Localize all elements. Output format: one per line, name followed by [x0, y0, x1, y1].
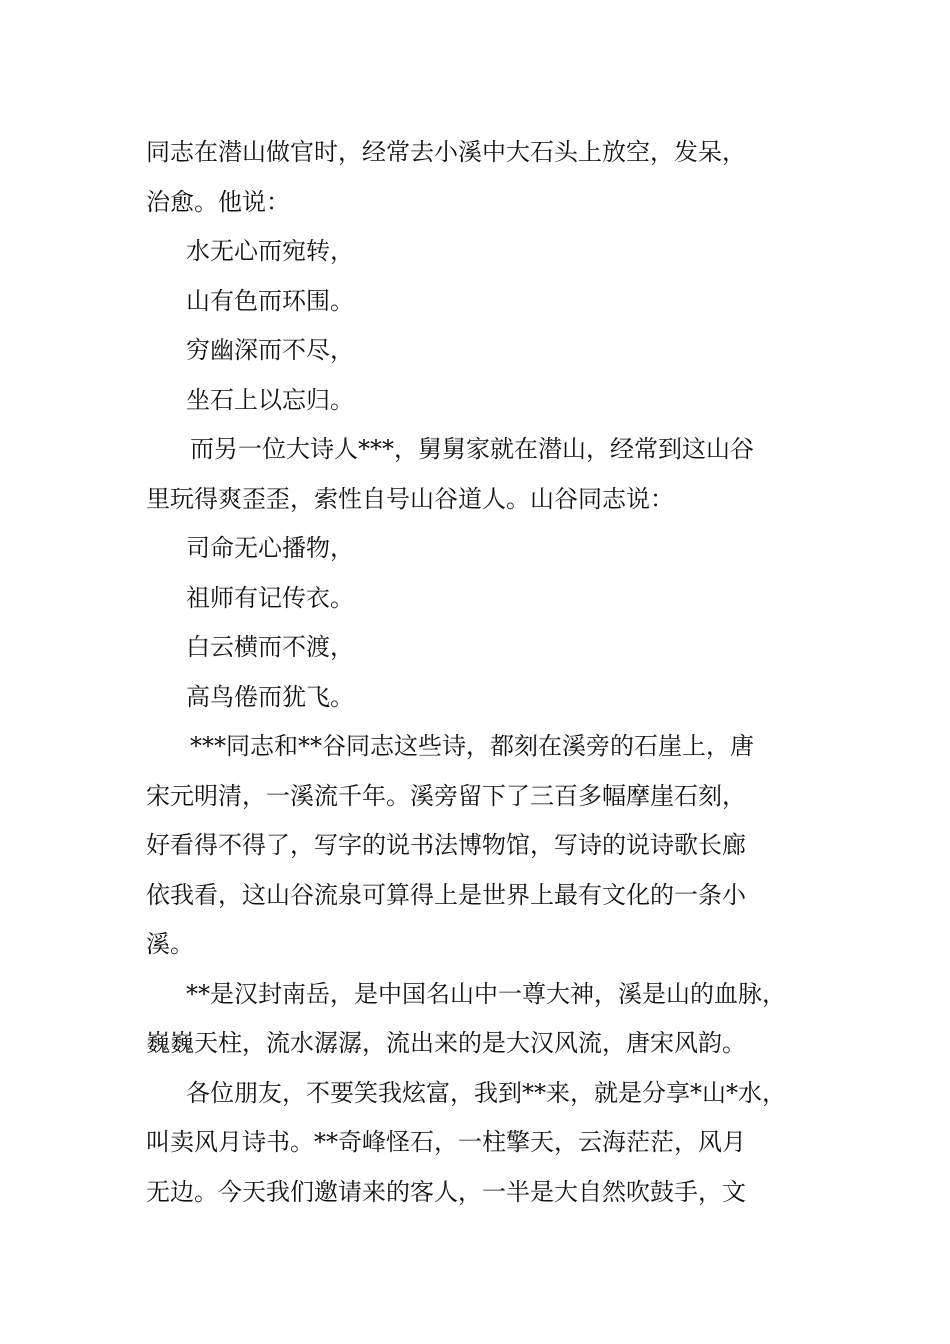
paragraph-start-line: ***同志和**谷同志这些诗，都刻在溪旁的石崖上，唐 — [190, 732, 754, 760]
poem-line: 高鸟倦而犹飞。 — [186, 682, 354, 711]
poem-line: 水无心而宛转， — [186, 237, 354, 265]
poem-line: 山有色而环围。 — [186, 286, 354, 315]
text-line: 溪。 — [146, 930, 194, 958]
poem-line: 祖师有记传衣。 — [186, 583, 354, 612]
poem-line: 穷幽深而不尽， — [186, 336, 354, 364]
text-line: 好看得不得了，写字的说书法博物馆，写诗的说诗歌长廊 — [146, 831, 746, 859]
paragraph-start-line: 而另一位大诗人***，舅舅家就在潜山，经常到这山谷 — [190, 435, 754, 463]
document-body — [146, 128, 836, 1217]
text-line: 叫卖风月诗书。**奇峰怪石，一柱擎天，云海茫茫，风月 — [146, 1128, 746, 1156]
text-line: 宋元明清，一溪流千年。溪旁留下了三百多幅摩崖石刻， — [146, 781, 746, 810]
text-line: 治愈。他说： — [146, 187, 290, 216]
poem-line: 司命无心播物， — [186, 534, 354, 562]
text-line: 同志在潜山做官时，经常去小溪中大石头上放空，发呆， — [146, 138, 746, 166]
text-line: 无边。今天我们邀请来的客人，一半是大自然吹鼓手，文 — [146, 1177, 746, 1206]
paragraph-start-line: 各位朋友，不要笑我炫富，我到**来，就是分享*山*水， — [186, 1078, 786, 1107]
paragraph-start-line: **是汉封南岳，是中国名山中一尊大神，溪是山的血脉， — [186, 979, 786, 1008]
text-line: 巍巍天柱，流水潺潺，流出来的是大汉风流，唐宋风韵。 — [146, 1029, 746, 1057]
text-line: 依我看，这山谷流泉可算得上是世界上最有文化的一条小 — [146, 880, 746, 909]
poem-line: 坐石上以忘归。 — [186, 385, 354, 414]
text-line: 里玩得爽歪歪，索性自号山谷道人。山谷同志说： — [146, 484, 674, 513]
poem-line: 白云横而不渡， — [186, 633, 354, 661]
